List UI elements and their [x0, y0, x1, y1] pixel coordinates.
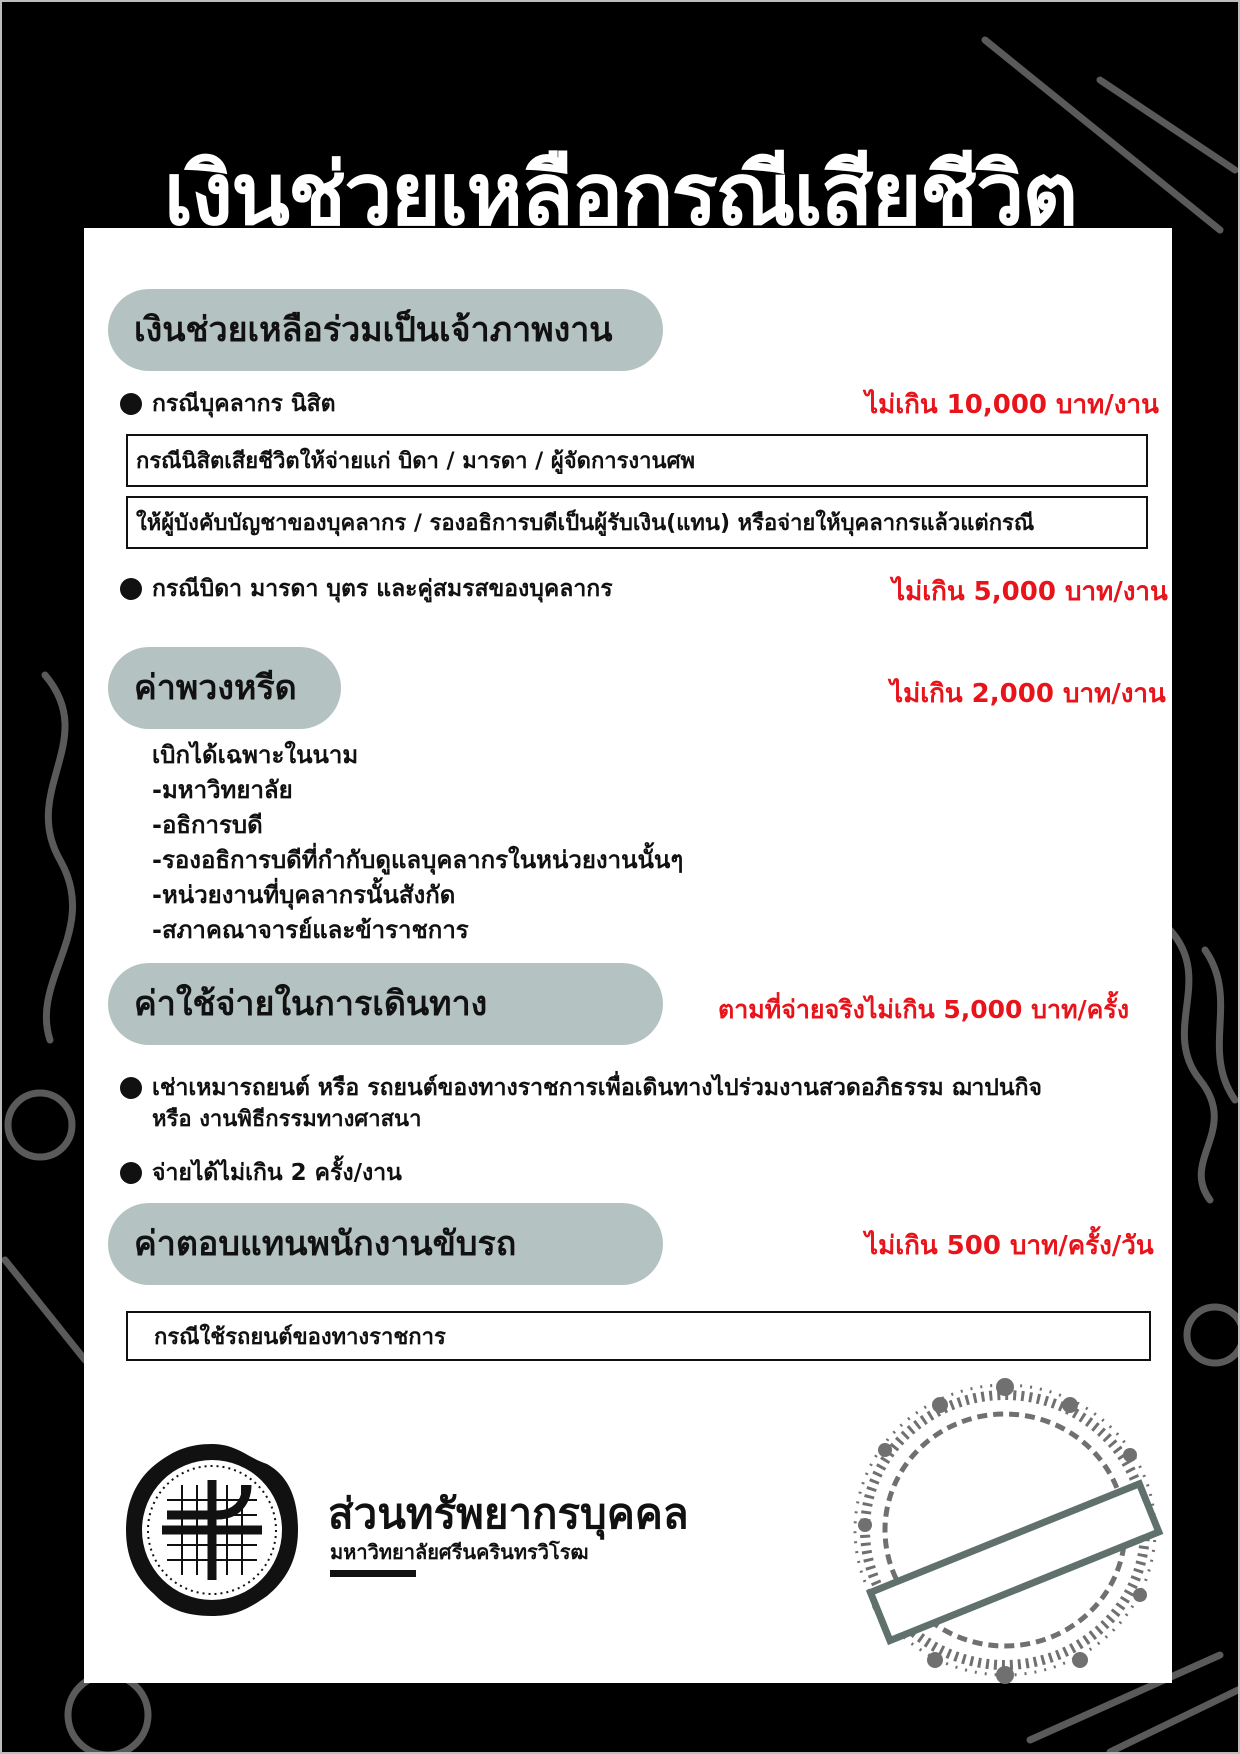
bullet-dot: [120, 1162, 142, 1184]
bullet-label: กรณีบิดา มารดา บุตร และคู่สมรสของบุคลากร: [152, 576, 613, 602]
bullet-vehicle-rental: [120, 1070, 1042, 1106]
amount-staff-student: ไม่เกิน 10,000 บาท/งาน: [865, 390, 1159, 420]
org-underline: [330, 1570, 416, 1577]
list-item: -มหาวิทยาลัย: [152, 776, 293, 804]
bullet-dot: [120, 1077, 142, 1099]
org-subtitle: มหาวิทยาลัยศรีนครินทรวิโรฒ: [330, 1540, 589, 1564]
bullet-staff-student: [120, 386, 336, 422]
section-heading-wreath: ค่าพวงหรีด: [108, 647, 341, 729]
section-heading-host-fund: เงินช่วยเหลือร่วมเป็นเจ้าภาพงาน: [108, 289, 663, 371]
page-title: เงินช่วยเหลือกรณีเสียชีวิต: [163, 145, 1077, 245]
bullet-dot: [120, 393, 142, 415]
wreath-eligible-list: [152, 738, 683, 948]
section-heading-driver: ค่าตอบแทนพนักงานขับรถ: [108, 1203, 663, 1285]
bullet-label: เช่าเหมารถยนต์ หรือ รถยนต์ของทางราชการเพื่อเดินทางไปร่วมงานสวดอภิธรรม ฌาปนกิจ: [152, 1075, 1043, 1101]
note-box-gov-vehicle: กรณีใช้รถยนต์ของทางราชการ: [126, 1311, 1151, 1361]
list-item: เบิกได้เฉพาะในนาม: [152, 741, 359, 769]
section-heading-travel: ค่าใช้จ่ายในการเดินทาง: [108, 963, 663, 1045]
wreath-icon: [840, 1375, 1170, 1685]
amount-travel: ตามที่จ่ายจริงไม่เกิน 5,000 บาท/ครั้ง: [718, 995, 1130, 1024]
bullet-dot: [120, 578, 142, 600]
list-item: -สภาคณาจารย์และข้าราชการ: [152, 916, 469, 944]
bullet-max-times: [120, 1155, 402, 1191]
hr-logo-icon: [122, 1440, 302, 1620]
list-item: -หน่วยงานที่บุคลากรนั้นสังกัด: [152, 881, 456, 909]
note-box-supervisor: ให้ผู้บังคับบัญชาของบุคลากร / รองอธิการบดีเป็นผู้รับเงิน(แทน) หรือจ่ายให้บุคลากรแล้วแต่กรณี: [126, 496, 1148, 549]
amount-family: ไม่เกิน 5,000 บาท/งาน: [892, 577, 1168, 607]
bullet-label: กรณีบุคลากร นิสิต: [152, 391, 336, 417]
list-item: -อธิการบดี: [152, 811, 263, 839]
bullet-vehicle-rental-cont: หรือ งานพิธีกรรมทางศาสนา: [152, 1107, 422, 1132]
note-box-student-death: กรณีนิสิตเสียชีวิตให้จ่ายแก่ บิดา / มารดา / ผู้จัดการงานศพ: [126, 434, 1148, 487]
list-item: -รองอธิการบดีที่กำกับดูแลบุคลากรในหน่วยงานนั้นๆ: [152, 846, 684, 874]
bullet-family: [120, 571, 613, 607]
org-name: ส่วนทรัพยากรบุคคล: [328, 1489, 689, 1538]
bullet-label: จ่ายได้ไม่เกิน 2 ครั้ง/งาน: [152, 1160, 402, 1186]
amount-driver: ไม่เกิน 500 บาท/ครั้ง/วัน: [865, 1231, 1154, 1261]
amount-wreath: ไม่เกิน 2,000 บาท/งาน: [890, 679, 1166, 709]
